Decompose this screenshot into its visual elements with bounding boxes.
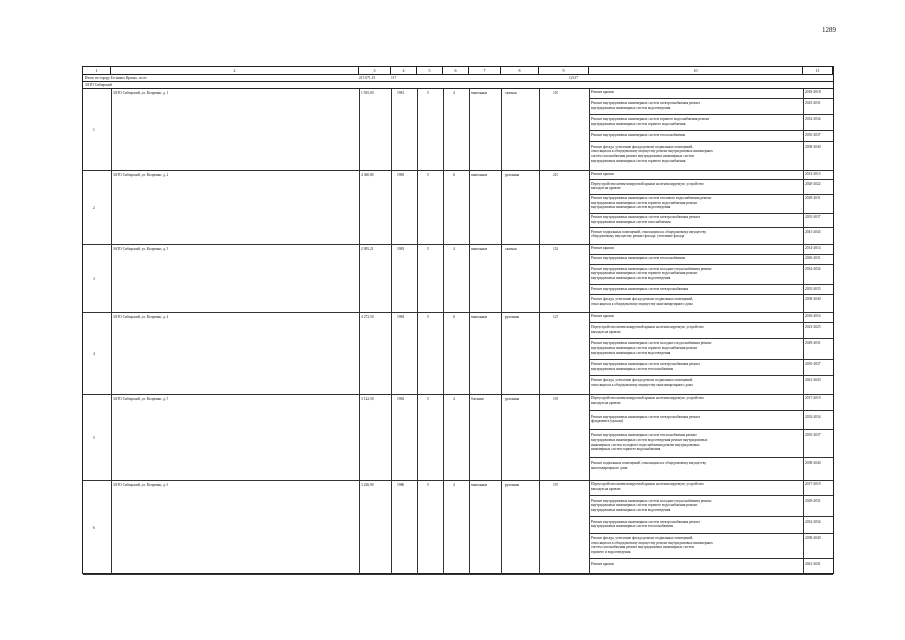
work-description — [591, 145, 801, 163]
work-years: 2035-2035 — [805, 286, 821, 291]
total-area: 215 071,15 — [359, 76, 376, 80]
work-years: 2032-2034 — [805, 414, 821, 419]
district-name: ЗАТО Сибирский — [85, 83, 112, 87]
work-years: 2023-2025 — [805, 325, 821, 330]
house-wall-material: панельные — [471, 247, 488, 251]
work-text-line: относящихся к общедомовому имуществу ремонт внутридомовых инженерных — [591, 540, 713, 545]
work-description — [591, 196, 801, 210]
work-text-line: внутридомовых инженерных систем водоотведения — [591, 205, 671, 210]
total-residents: 12137 — [569, 76, 578, 80]
house-year: 1985 — [397, 173, 405, 177]
work-text-line: Ремонт внутридомовых инженерных систем электроснабжения ремонт — [591, 414, 700, 419]
work-text-line: внутридомовых инженерных систем газоснабжения — [591, 219, 671, 224]
work-text-line: Ремонт подвальных помещений, относящихся к общедомовому имуществу — [591, 461, 707, 466]
column-header-9: 9 — [539, 67, 589, 75]
total-row — [83, 75, 833, 82]
house-floors: 5 — [427, 91, 429, 95]
house-roof-type: скатная — [505, 91, 517, 95]
house-number: 4 — [93, 352, 95, 356]
house-residents: 210 — [553, 173, 559, 177]
work-text-line: Ремонт крыши — [591, 90, 614, 94]
work-description — [591, 215, 801, 224]
work-divider — [589, 141, 833, 142]
house-address: ЗАТО Сибирский, ул. Колренко, д. 1 — [113, 91, 169, 95]
total-count: 117 — [391, 76, 397, 80]
work-description — [591, 133, 801, 138]
house-block — [83, 89, 833, 171]
work-years: 2016-2016 — [805, 314, 821, 318]
house-roof-type: рулонная — [505, 397, 520, 401]
column-header-10: 10 — [589, 67, 803, 75]
capital-repair-table — [82, 66, 834, 574]
work-text-line: выходов на кровлю — [591, 486, 621, 491]
work-description — [591, 362, 801, 371]
work-divider — [589, 375, 833, 376]
work-description — [591, 246, 801, 251]
district-subheader — [83, 82, 833, 89]
house-roof-type: скатная — [505, 247, 517, 251]
house-number: 3 — [93, 277, 95, 281]
work-divider — [589, 359, 833, 360]
work-text-line: Ремонт внутридомовых инженерных систем холодного водоснабжения ремонт — [591, 341, 712, 346]
work-description — [591, 396, 801, 405]
house-wall-material: панельные — [471, 173, 488, 177]
work-years: 2038-2040 — [805, 144, 821, 149]
work-divider — [589, 98, 833, 99]
house-address: ЗАТО Сибирский, ул. Колренко, д. 6 — [113, 483, 169, 487]
work-description — [591, 101, 801, 110]
work-text-line: Ремонт крыши — [591, 246, 614, 250]
work-divider — [589, 284, 833, 285]
work-years: 2032-2034 — [805, 519, 821, 524]
house-area: 4 360,80 — [361, 173, 374, 177]
house-entrances: 4 — [453, 247, 455, 251]
work-text-line: внутридомовых инженерных систем горячего водоснабжения ремонт — [591, 271, 698, 276]
work-years: 2038-2040 — [805, 296, 821, 301]
work-years: 2014-2014 — [805, 246, 821, 250]
work-years: 2035-2037 — [805, 362, 821, 366]
work-years: 2035-2037 — [805, 133, 821, 138]
work-text-line: горячего и водоотведения — [591, 550, 631, 555]
work-text-line: Переустройство невентилируемой крыши на вентилируемую, устройство — [591, 181, 704, 186]
work-divider — [589, 429, 833, 430]
work-divider — [589, 294, 833, 295]
work-description — [591, 482, 801, 491]
house-block — [83, 395, 833, 481]
work-text-line: Ремонт внутридомовых инженерных систем теплоснабжения — [591, 256, 686, 261]
work-years: 2041-2043 — [805, 378, 821, 382]
column-divider — [589, 89, 590, 575]
column-divider — [501, 89, 502, 575]
work-text-line: внутридомовых инженерных систем водоотведения — [591, 350, 671, 355]
house-area: 3 226,90 — [361, 483, 374, 487]
work-text-line: инженерных систем холодного водоснабжения ремонт внутридомовых — [591, 442, 700, 447]
house-area: 2 095,21 — [361, 247, 374, 251]
column-divider — [803, 89, 804, 575]
house-wall-material: блочные — [471, 397, 484, 401]
house-residents: 110 — [553, 91, 559, 95]
column-divider — [417, 89, 418, 575]
work-text-line: внутридомовых инженерных систем теплоснабжения — [591, 366, 674, 371]
house-block — [83, 481, 833, 575]
work-divider — [589, 213, 833, 214]
work-description — [591, 378, 801, 387]
work-text-line: Ремонт внутридомовых инженерных систем холодного водоснабжения ремонт — [591, 266, 712, 271]
work-divider — [589, 558, 833, 559]
work-divider — [589, 457, 833, 458]
house-wall-material: панельные — [471, 315, 488, 319]
work-years: 2029-2031 — [805, 498, 821, 503]
work-description — [591, 314, 801, 319]
work-description — [591, 341, 801, 355]
house-address: ЗАТО Сибирский, ул. Колренко, д. 3 — [113, 247, 169, 251]
work-divider — [589, 533, 833, 534]
house-residents: 127 — [553, 315, 559, 319]
house-number: 1 — [93, 128, 95, 132]
house-wall-material: панельные — [471, 483, 488, 487]
work-divider — [589, 516, 833, 517]
work-text-line: Переустройство невентилируемой крыши на вентилируемую, устройство — [591, 482, 704, 486]
work-years: 2026-2031 — [805, 256, 821, 261]
work-years: 2025-2031 — [805, 101, 821, 106]
work-divider — [589, 410, 833, 411]
work-text-line: Ремонт крыши — [591, 562, 614, 567]
work-divider — [589, 114, 833, 115]
work-text-line: Переустройство невентилируемой крыши на вентилируемую, устройство — [591, 396, 704, 400]
work-text-line: внутридомовых инженерных систем водоотведения — [591, 276, 671, 281]
work-years: 2035-2037 — [805, 433, 821, 438]
house-wall-material: панельные — [471, 91, 488, 95]
work-years: 2041-2043 — [805, 229, 821, 234]
column-header-1: 1 — [83, 67, 111, 75]
work-text-line: Ремонт внутридомовых инженерных систем электроснабжения ремонт — [591, 215, 700, 220]
house-floors: 5 — [427, 397, 429, 401]
house-area: 3 122,50 — [361, 397, 374, 401]
work-text-line: относящихся к общедомовому имуществу многоквартирного дома — [591, 301, 693, 306]
column-header-6: 6 — [443, 67, 469, 75]
work-description — [591, 287, 801, 292]
work-text-line: Ремонт внутридомовых инженерных систем теплоснабжения ремонт — [591, 433, 697, 438]
house-floors: 5 — [427, 315, 429, 319]
work-years: 2020-2022 — [805, 181, 821, 186]
work-text-line: внутридомовых инженерных систем горячего водоснабжения ремонт — [591, 503, 698, 508]
house-address: ЗАТО Сибирский, ул. Колренко, д. 2 — [113, 173, 169, 177]
work-text-line: выходов на кровлю — [591, 329, 621, 334]
work-text-line: Ремонт фасада, утепление фасада ремонт подвальных помещений, — [591, 536, 694, 541]
house-residents: 191 — [553, 397, 559, 401]
work-description — [591, 256, 801, 261]
work-text-line: Ремонт внутридомовых инженерных систем электроснабжения ремонт — [591, 101, 700, 106]
column-header-5: 5 — [417, 67, 443, 75]
page-number: 1289 — [822, 26, 836, 34]
work-divider — [589, 130, 833, 131]
house-divider — [83, 574, 833, 575]
work-description — [591, 536, 801, 554]
work-years: 2017-2019 — [805, 482, 821, 486]
work-years: 2038-2040 — [805, 461, 821, 466]
work-description — [591, 562, 801, 567]
work-divider — [589, 264, 833, 265]
work-text-line: внутридомовых инженерных систем водоотведения ремонт внутридомовых — [591, 437, 708, 442]
work-description — [591, 325, 801, 334]
work-divider — [589, 322, 833, 323]
house-block — [83, 313, 833, 395]
house-entrances: 4 — [453, 91, 455, 95]
house-year: 1981 — [397, 91, 405, 95]
work-text-line: Ремонт внутридомовых инженерных систем электроснабжения ремонт — [591, 362, 700, 366]
work-description — [591, 461, 801, 470]
house-block — [83, 171, 833, 245]
house-residents: 197 — [553, 483, 559, 487]
house-entrances: 6 — [453, 173, 455, 177]
work-years: 2029-2031 — [805, 341, 821, 346]
work-description — [591, 433, 801, 451]
column-header-2: 2 — [111, 67, 359, 75]
house-residents: 132 — [553, 247, 559, 251]
work-years: 2013-2013 — [805, 172, 821, 176]
house-area: 4 273,50 — [361, 315, 374, 319]
house-number: 5 — [93, 436, 95, 440]
house-roof-type: рулонная — [505, 315, 520, 319]
work-divider — [589, 194, 833, 195]
work-text-line: выходов на кровлю — [591, 186, 621, 191]
work-years: 2041-2041 — [805, 562, 821, 567]
work-description — [591, 267, 801, 281]
house-roof-type: рулонная — [505, 483, 520, 487]
house-address: ЗАТО Сибирский, ул. Колренко, д. 5 — [113, 397, 169, 401]
work-description — [591, 499, 801, 513]
work-text-line: внутридомовых инженерных систем теплоснабжения — [591, 524, 674, 529]
house-year: 1986 — [397, 483, 405, 487]
work-description — [591, 520, 801, 529]
work-text-line: Ремонт фасада, утепление фасада ремонт подвальных помещений, — [591, 296, 694, 301]
work-text-line: Ремонт внутридомовых инженерных систем холодного водоснабжения ремонт — [591, 498, 712, 503]
work-text-line: Ремонт подвальных помещений, относящихся к общедомовому имуществу — [591, 229, 707, 234]
work-description — [591, 415, 801, 424]
work-text-line: внутридомовых инженерных систем водоотведения — [591, 105, 671, 110]
work-text-line: выходов на кровлю — [591, 400, 621, 405]
house-area: 1 935,00 — [361, 91, 374, 95]
column-divider — [111, 89, 112, 575]
work-years: 2018-2018 — [805, 90, 821, 94]
work-divider — [589, 495, 833, 496]
work-years: 2032-2034 — [805, 117, 821, 122]
work-years: 2029-2031 — [805, 196, 821, 201]
column-header-11: 11 — [803, 67, 833, 75]
work-description — [591, 90, 801, 95]
work-text-line: Ремонт крыши — [591, 172, 614, 176]
column-divider — [443, 89, 444, 575]
house-number: 6 — [93, 526, 95, 530]
work-description — [591, 297, 801, 306]
house-address: ЗАТО Сибирский, ул. Колренко, д. 4 — [113, 315, 169, 319]
work-text-line: внутридомовых инженерных систем горячего водоснабжения — [591, 121, 686, 126]
work-text-line: Ремонт внутридомовых инженерных систем теплового водоснабжения ремонт — [591, 196, 712, 201]
column-header-7: 7 — [469, 67, 501, 75]
work-text-line: Ремонт внутридомовых инженерных систем горячего водоснабжения ремонт — [591, 117, 710, 122]
work-text-line: Ремонт внутридомовых инженерных систем электроснабжения — [591, 286, 689, 291]
work-description — [591, 182, 801, 191]
work-text-line: общедомовому имуществу ремонт фасада, утепление фасада — [591, 234, 685, 239]
work-text-line: Ремонт крыши — [591, 314, 614, 318]
column-header-4: 4 — [391, 67, 417, 75]
work-text-line: систем газоснабжения ремонт внутридомовых инженерных систем — [591, 153, 694, 158]
work-text-line: внутридомовых инженерных систем водоотведения — [591, 507, 671, 512]
work-text-line: относящихся к общедомовому имуществу ремонт внутридомовых инженерных — [591, 149, 713, 154]
column-header-3: 3 — [359, 67, 391, 75]
work-text-line: Переустройство невентилируемой крыши на вентилируемую, устройство — [591, 325, 704, 330]
work-description — [591, 172, 801, 177]
house-block — [83, 245, 833, 313]
column-divider — [539, 89, 540, 575]
house-year: 1984 — [397, 315, 405, 319]
work-text-line: Ремонт внутридомовых инженерных систем теплоснабжения — [591, 133, 686, 138]
work-text-line: инженерных систем горячего водоснабжения — [591, 447, 661, 452]
house-floors: 5 — [427, 483, 429, 487]
work-text-line: относящихся к общедомовому имуществу многоквартирного дома — [591, 382, 693, 387]
house-roof-type: рулонная — [505, 173, 520, 177]
work-text-line: внутридомовых инженерных систем горячего водоснабжения ремонт — [591, 345, 698, 350]
house-floors: 5 — [427, 173, 429, 177]
work-text-line: внутридомовых инженерных систем горячего водоснабжения — [591, 158, 686, 163]
work-text-line: Ремонт фасада, утепление фасада ремонт подвальных помещений, — [591, 144, 694, 149]
house-floors: 5 — [427, 247, 429, 251]
column-divider — [391, 89, 392, 575]
work-years: 2017-2019 — [805, 396, 821, 400]
work-divider — [589, 179, 833, 180]
work-text-line: внутридомовых инженерных систем горячего водоснабжения ремонт — [591, 200, 698, 205]
work-text-line: Ремонт внутридомовых инженерных систем электроснабжения ремонт — [591, 519, 700, 524]
work-years: 2032-2034 — [805, 266, 821, 271]
house-entrances: 6 — [453, 315, 455, 319]
work-description — [591, 230, 801, 239]
house-number: 2 — [93, 206, 95, 210]
house-year: 1982 — [397, 397, 405, 401]
work-text-line: фундамента (цоколя) — [591, 419, 624, 424]
work-divider — [589, 254, 833, 255]
work-text-line: многоквартирного дома — [591, 465, 628, 470]
work-years: 2038-2040 — [805, 536, 821, 541]
work-description — [591, 117, 801, 126]
column-divider — [359, 89, 360, 575]
work-divider — [589, 227, 833, 228]
work-years: 2035-2037 — [805, 215, 821, 220]
work-divider — [589, 338, 833, 339]
work-text-line: Ремонт фасада, утепление фасада ремонт подвальных помещений, — [591, 378, 694, 382]
house-year: 1983 — [397, 247, 405, 251]
column-divider — [469, 89, 470, 575]
column-header-8: 8 — [501, 67, 539, 75]
house-entrances: 4 — [453, 397, 455, 401]
house-entrances: 4 — [453, 483, 455, 487]
work-text-line: систем газоснабжения ремонт внутридомовых инженерных систем — [591, 545, 694, 550]
total-label: Итого по городу Бо-нинсх Красно, по от — [85, 76, 147, 80]
